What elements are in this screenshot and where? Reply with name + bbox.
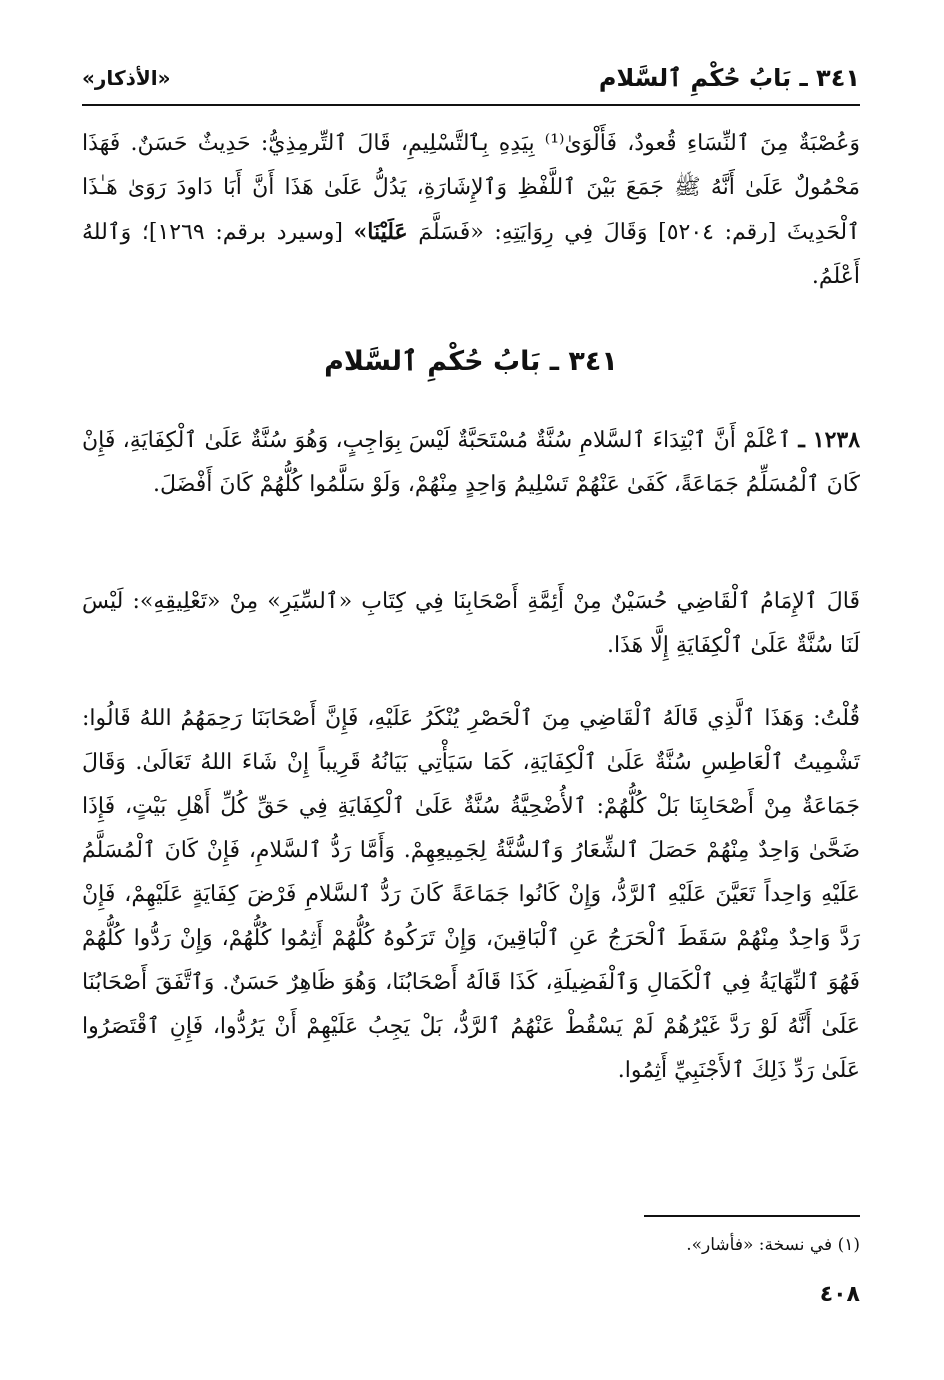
paragraph-qultu-text: قُلْتُ: وَهَذَا ٱلَّذِي قَالَهُ ٱلْقَاضِي مِنَ ٱلْحَصْرِ يُنْكَرُ عَلَيْهِ، فَإِنَّ أَصْحَابَنَا رَحِمَهُمُ اللهُ قَالُوا: تَشْمِيتُ ٱلْعَاطِسِ سُنَّةٌ عَلَىٰ ٱلْكِفَايَةِ، كَمَا سَيَأْتِي بَيَانُهُ قَرِيباً إِنْ شَاءَ اللهُ تَعَالَىٰ. وَقَالَ جَمَاعَةٌ مِنْ أَصْحَابِنَا بَلْ كُلُّهُمْ: ٱلأُضْحِيَّةُ سُنَّةٌ عَلَىٰ ٱلْكِفَايَةِ فِي حَقِّ كُلِّ أَهْلِ بَيْتٍ، فَإِذَا ضَحَّىٰ وَاحِدٌ مِنْهُمْ حَصَلَ ٱلشِّعَارُ وَٱلسُّنَّةُ لِجَمِيعِهِمْ. وَأَمَّا رَدُّ ٱلسَّلامِ، فَإِنْ كَانَ ٱلْمُسَلَّمُ عَلَيْهِ وَاحِداً تَعَيَّنَ عَلَيْهِ ٱلرَّدُّ، وَإِنْ كَانُوا جَمَاعَةً كَانَ رَدُّ ٱلسَّلامِ فَرْضَ كِفَايَةٍ عَلَيْهِمْ، فَإِنْ رَدَّ وَاحِدٌ مِنْهُمْ سَقَطَ ٱلْحَرَجُ عَنِ ٱلْبَاقِينَ، وَإِنْ تَرَكُوهُ كُلُّهُمْ أَثِمُوا كُلُّهُمْ، وَإِنْ رَدُّوا كُلُّهُمْ فَهُوَ ٱلنِّهَايَةُ فِي ٱلْكَمَالِ وَٱلْفَضِيلَةِ، كَذَا قَالَهُ أَصْحَابُنَا، وَهُوَ ظَاهِرٌ حَسَنٌ. وَٱتَّفَقَ أَصْحَابُنَا عَلَىٰ أَنَّهُ لَوْ رَدَّ غَيْرُهُمْ لَمْ يَسْقُطْ عَنْهُمُ ٱلرَّدُّ، بَلْ يَجِبُ عَلَيْهِمْ أَنْ يَرُدُّوا، فَإِنِ ٱقْتَصَرُوا عَلَىٰ رَدِّ ذَلِكَ ٱلأَجْنَبِيِّ أَثِمُوا.	[82, 706, 860, 1083]
intro-paragraph-text: وَعُصْبَةٌ مِنَ ٱلنِّسَاءِ قُعودٌ، فَأَلْوَىٰ⁽¹⁾ بِيَدِهِ بِٱلتَّسْلِيمِ، قَالَ ٱلتِّرمِذِيُّ: حَدِيثٌ حَسَنٌ. فَهَذَا مَحْمُولٌ عَلَىٰ أَنَّهُ ﷺ جَمَعَ بَيْنَ ٱللَّفْظِ وَٱلإِشَارَةِ، يَدُلُّ عَلَىٰ هَذَا أَنَّ أَبَا دَاودَ رَوَىٰ هَـٰذَا ٱلْحَدِيثَ [رقم: ٥٢٠٤] وَقَالَ فِي رِوَايَتِهِ: «فَسَلَّمَ	[82, 131, 860, 245]
paragraph-qultu	[82, 697, 860, 1093]
intro-paragraph-tail: [وسيرد برقم: ١٢٦٩]؛ وَٱللهُ أَعْلَمُ.	[82, 220, 860, 289]
running-chapter-title: ٣٤١ ـ بَابُ حُكْمِ ٱلسَّلام	[598, 64, 860, 92]
section-heading: ٣٤١ ـ بَابُ حُكْمِ ٱلسَّلام	[324, 346, 618, 377]
paragraph-number: ١٢٣٨ ـ	[798, 427, 861, 453]
paragraph-qadi-husayn	[82, 580, 860, 668]
running-header	[82, 56, 860, 100]
intro-paragraph	[82, 122, 860, 299]
paragraph-1238-text: ٱعْلَمْ أَنَّ ٱبْتِدَاءَ ٱلسَّلامِ سُنَّةٌ مُسْتَحَبَّةٌ لَيْسَ بِوَاجِبٍ، وَهُوَ سُنَّةٌ عَلَىٰ ٱلْكِفَايَةِ، فَإِنْ كَانَ ٱلْمُسَلِّمُ جَمَاعَةً، كَفَىٰ عَنْهُمْ تَسْلِيمُ وَاحِدٍ مِنْهُمْ، وَلَوْ سَلَّمُوا كُلُّهُمْ كَانَ أَفْضَلَ.	[82, 428, 860, 497]
footnote: (١) في نسخة: «فأشار».	[686, 1235, 860, 1255]
intro-paragraph-bold-text: عَلَيْنَا»	[353, 219, 408, 245]
paragraph-1238	[82, 418, 860, 507]
page-number: ٤٠٨	[819, 1282, 860, 1307]
running-book-title: «الأذكار»	[82, 66, 171, 90]
header-rule	[82, 104, 860, 106]
paragraph-qadi-husayn-text: قَالَ ٱلإِمَامُ ٱلْقَاضِي حُسَيْنٌ مِنْ أَئِمَّةِ أَصْحَابِنَا فِي كِتَابِ «ٱلسِّيَرِ» مِنْ «تَعْلِيقِهِ»: لَيْسَ لَنَا سُنَّةٌ عَلَىٰ ٱلْكِفَايَةِ إِلَّا هَذَا.	[82, 589, 860, 658]
footnote-rule	[644, 1215, 860, 1217]
